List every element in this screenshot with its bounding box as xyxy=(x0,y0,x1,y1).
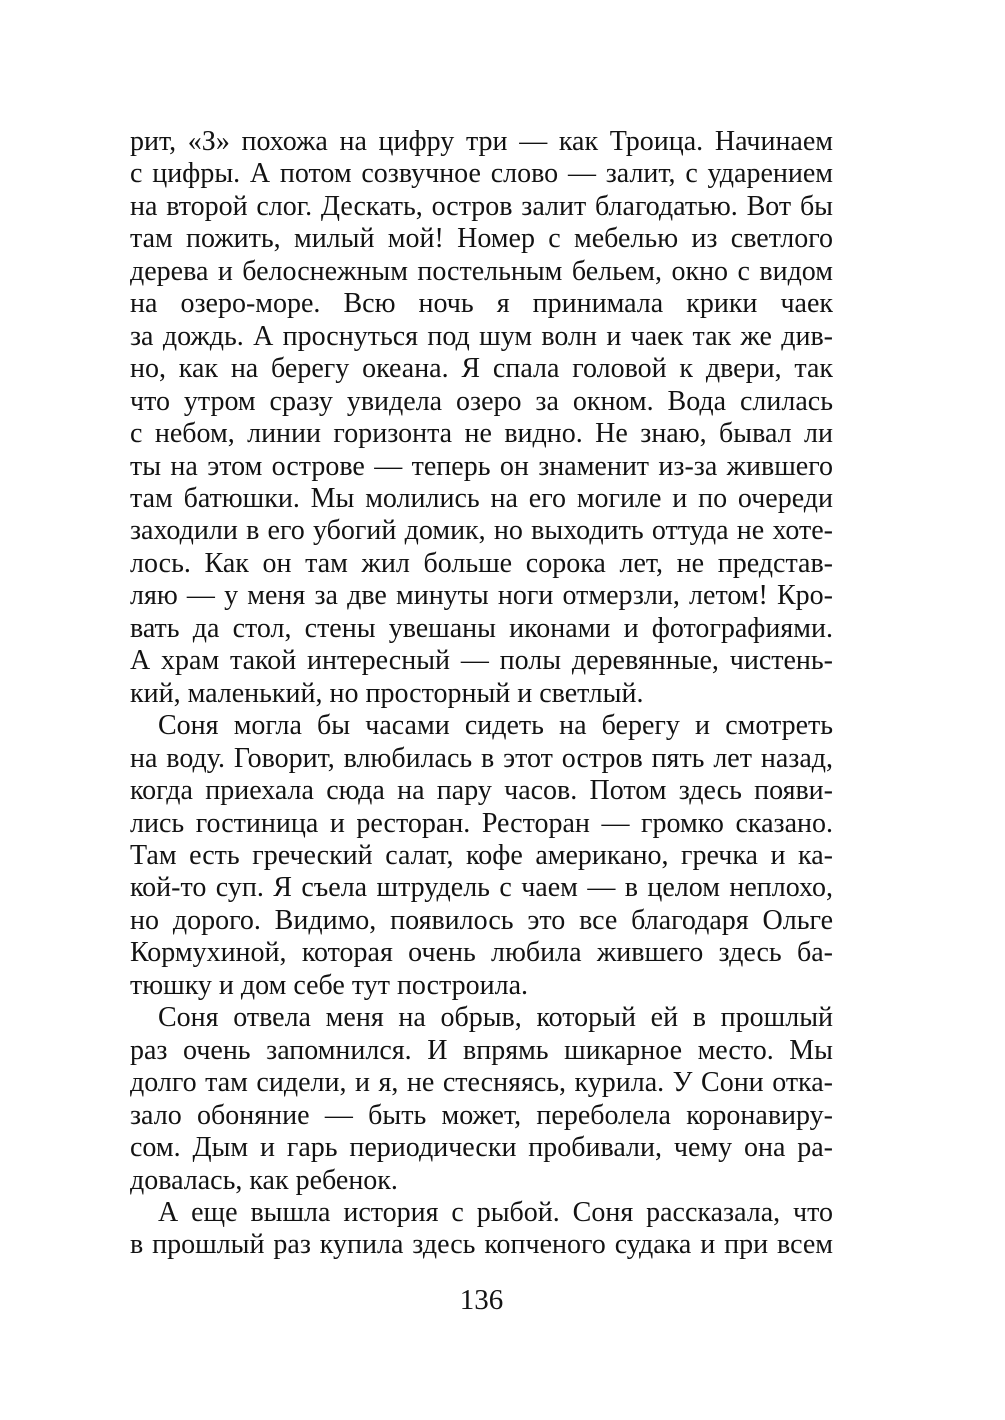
text-line: в прошлый раз купила здесь копченого судака и при всем xyxy=(130,1229,833,1261)
text-line: когда приехала сюда на пару часов. Потом здесь появи- xyxy=(130,775,833,807)
text-line: на воду. Говорит, влюбилась в этот остров пять лет назад, xyxy=(130,742,833,774)
text-line: тюшку и дом себе тут построила. xyxy=(130,969,529,1001)
text-line: сом. Дым и гарь периодически пробивали, чему она ра- xyxy=(130,1132,833,1164)
page-text xyxy=(130,126,833,1262)
text-line: зало обоняние — быть может, переболела коронавиру- xyxy=(130,1099,833,1131)
text-line: там батюшки. Мы молились на его могиле и по очереди xyxy=(130,482,833,514)
text-line: А еще вышла история с рыбой. Соня рассказала, что xyxy=(158,1196,833,1228)
text-line: рит, «З» похожа на цифру три — как Троица. Начинаем xyxy=(130,126,833,157)
text-line: Соня могла бы часами сидеть на берегу и смотреть xyxy=(158,710,833,742)
page-number: 136 xyxy=(459,1284,504,1316)
text-line: довалась, как ребенок. xyxy=(130,1164,398,1196)
text-line: с цифры. А потом созвучное слово — залит, с ударением xyxy=(130,158,833,190)
text-line: Соня отвела меня на обрыв, который ей в прошлый xyxy=(158,1002,833,1034)
text-line: ляю — у меня за две минуты ноги отмерзли, летом! Кро- xyxy=(130,580,833,612)
text-line: А храм такой интересный — полы деревянные, чистень- xyxy=(130,645,833,677)
text-line: за дождь. А проснуться под шум волн и чаек так же див- xyxy=(130,320,833,352)
text-line: на озеро-море. Всю ночь я принимала крики чаек xyxy=(130,288,833,320)
text-line: Кормухиной, которая очень любила жившего здесь ба- xyxy=(130,937,833,969)
text-line: лись гостиница и ресторан. Ресторан — громко сказано. xyxy=(130,807,833,839)
text-line: кой-то суп. Я съела штрудель с чаем — в целом неплохо, xyxy=(130,872,833,904)
text-line: долго там сидели, и я, не стесняясь, курила. У Сони отка- xyxy=(130,1067,833,1099)
text-line: что утром сразу увидела озеро за окном. Вода слилась xyxy=(130,385,833,417)
text-line: кий, маленький, но просторный и светлый. xyxy=(130,677,644,709)
text-line: но дорого. Видимо, появилось это все благодаря Ольге xyxy=(130,904,833,936)
text-line: раз очень запомнился. И впрямь шикарное место. Мы xyxy=(130,1034,833,1066)
text-line: там пожить, милый мой! Номер с мебелью из светлого xyxy=(130,223,833,255)
text-line: но, как на берегу океана. Я спала головой к двери, так xyxy=(130,353,833,385)
text-line: дерева и белоснежным постельным бельем, окно с видом xyxy=(130,255,833,287)
text-line: Там есть греческий салат, кофе американо, гречка и ка- xyxy=(130,839,833,871)
text-line: с небом, линии горизонта не видно. Не знаю, бывал ли xyxy=(130,418,833,450)
text-line: лось. Как он там жил больше сорока лет, не представ- xyxy=(130,547,833,579)
text-line: ты на этом острове — теперь он знаменит из-за жившего xyxy=(130,450,833,482)
text-line: заходили в его убогий домик, но выходить оттуда не хоте- xyxy=(130,515,833,547)
text-line: вать да стол, стены увешаны иконами и фотографиями. xyxy=(130,612,833,644)
text-line: на второй слог. Дескать, остров залит благодатью. Вот бы xyxy=(130,190,833,222)
